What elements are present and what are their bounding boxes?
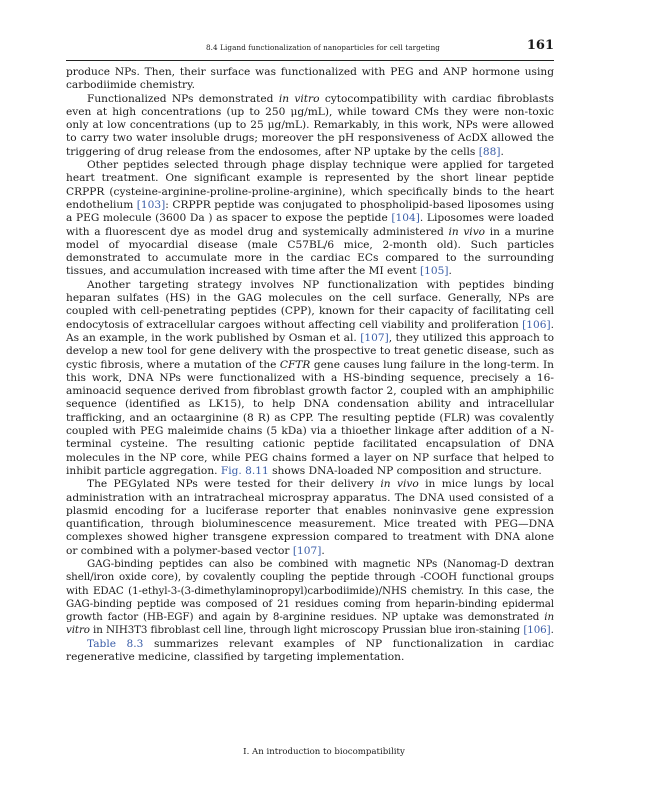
cross-reference-link[interactable]: Fig. 8.11 <box>220 464 269 477</box>
text-run: shows DNA-loaded NP composition and structure. <box>268 464 542 477</box>
page-header <box>66 38 554 61</box>
paragraph <box>66 66 554 93</box>
text-run: GAG-binding peptides can also be combined with magnetic NPs (Nanomag-D dextran shell/iron oxide core), by covalently coupling the peptide through -COOH functional groups with EDAC (1-ethyl-3-(3-dimethylaminopropyl)carbodiimide)/NHS chemistry. In this case, the GAG-binding peptide was composed of 21 residues coming from heparin-binding epidermal growth factor (HB-EGF) and again by 8-arginine residues. NP uptake was demonstrated <box>66 557 554 624</box>
italic-term: in vitro <box>66 611 554 637</box>
body-text <box>66 66 554 664</box>
text-run: . <box>321 544 325 557</box>
page-footer: I. An introduction to biocompatibility <box>243 747 405 757</box>
italic-term: in vivo <box>380 478 419 491</box>
text-run: gene causes lung failure in the long-term. In this work, DNA NPs were functionalized with a HS-binding sequence, precisely a 16-aminoacid sequence derived from fibroblast growth factor 2, coupled with an amphiphilic sequence (identified as LK15), to help DNA condensation ability and intracellular trafficking, and an octaarginine (8 R) as CPP. The resulting peptide (FLR) was covalently coupled with PEG maleimide chains (5 kDa) via a thioether linkage after addition of a N-terminal cysteine. The resulting cationic peptide facilitated encapsulation of DNA molecules in the NP core, while PEG chains formed a layer on NP surface that helped to inhibit particle aggregation. <box>66 358 555 477</box>
citation-link[interactable]: [106] <box>522 318 551 331</box>
text-run: Another targeting strategy involves NP functionalization with peptides binding heparan sulfates (HS) in the GAG molecules on the cell surface. Generally, NPs are coupled with cell-penetrating peptides (CPP), known for their capacity of facilitating cell endocytosis of extracellular cargoes without affecting cell viability and proliferation <box>66 278 554 331</box>
italic-term: in vitro <box>278 92 320 105</box>
text-run: : CRPPR peptide was conjugated to phospholipid-based liposomes using a PEG molecule (3600 Da ) as spacer to expose the peptide <box>66 198 555 225</box>
text-run: in NIH3T3 fibroblast cell line, through light microscopy Prussian blue iron-staining <box>89 624 524 637</box>
paragraph <box>66 558 554 638</box>
paragraph <box>66 159 554 279</box>
citation-link[interactable]: [107] <box>292 544 322 557</box>
text-run: , they utilized this approach to develop a new tool for gene delivery with the prospective to treat genetic disease, such as cystic fibrosis, where a mutation of the <box>66 331 554 371</box>
text-run: in a murine model of myocardial disease (male C57BL/6 mice, 2-month old). Such particles demonstrated to accumulate more in the cardiac ECs compared to the surrounding tissues, and accumulation increased with time after the MI event <box>66 225 554 278</box>
page-number: 161 <box>526 38 554 53</box>
text-run: summarizes relevant examples of NP functionalization in cardiac regenerative medicine, classified by targeting implementation. <box>66 637 554 664</box>
citation-link[interactable]: [103] <box>136 198 166 211</box>
text-run: produce NPs. Then, their surface was functionalized with PEG and ANP hormone using carbodiimide chemistry. <box>66 66 554 92</box>
text-run: . As an example, in the work published by Osman et al. <box>66 318 554 344</box>
text-run: Other peptides selected through phage display technique were applied for targeted heart treatment. One significant example is represented by the short linear peptide CRPPR (cysteine-arginine-proline-proline-arginine), which specifically binds to the heart endothelium <box>66 159 554 211</box>
italic-term: in vivo <box>448 225 486 238</box>
citation-link[interactable]: [105] <box>420 265 449 278</box>
paragraph <box>66 478 554 558</box>
text-run: Functionalized NPs demonstrated <box>87 92 279 105</box>
running-title: 8.4 Ligand functionalization of nanoparticles for cell targeting <box>206 43 441 52</box>
text-run: cytocompatibility with cardiac fibroblasts even at high concentrations (up to 250 μg/mL), while toward CMs they were non-toxic only at low concentrations (up to 25 μg/mL). Remarkably, in this work, NPs were allowed to carry two water insoluble drugs; moreover the pH responsiveness of AcDX allowed the triggering of drug release from the endosomes, after NP uptake by the cells <box>66 92 554 158</box>
italic-term: CFTR <box>279 358 311 371</box>
cross-reference-link[interactable]: Table 8.3 <box>87 637 144 650</box>
text-run: . Liposomes were loaded with a fluorescent dye as model drug and systemically administered <box>66 212 554 238</box>
text-run: in mice lungs by local administration with an intratracheal microspray apparatus. The DNA used consisted of a plasmid encoding for a luciferase reporter that enables noninvasive gene expression quantification, through bioluminescence measurement. Mice treated with PEG—DNA complexes showed higher transgene expression compared to treatment with DNA alone or combined with a polymer-based vector <box>66 478 554 557</box>
paragraph <box>66 279 554 478</box>
citation-link[interactable]: [104] <box>391 212 420 225</box>
citation-link[interactable]: [107] <box>360 331 389 344</box>
text-run: . <box>550 624 554 637</box>
paragraph <box>66 93 554 159</box>
citation-link[interactable]: [88] <box>478 145 501 158</box>
text-run: . <box>448 265 452 278</box>
text-run: . <box>500 145 504 158</box>
paragraph <box>66 638 554 665</box>
text-run: The PEGylated NPs were tested for their delivery <box>87 478 381 491</box>
citation-link[interactable]: [106] <box>523 624 551 637</box>
